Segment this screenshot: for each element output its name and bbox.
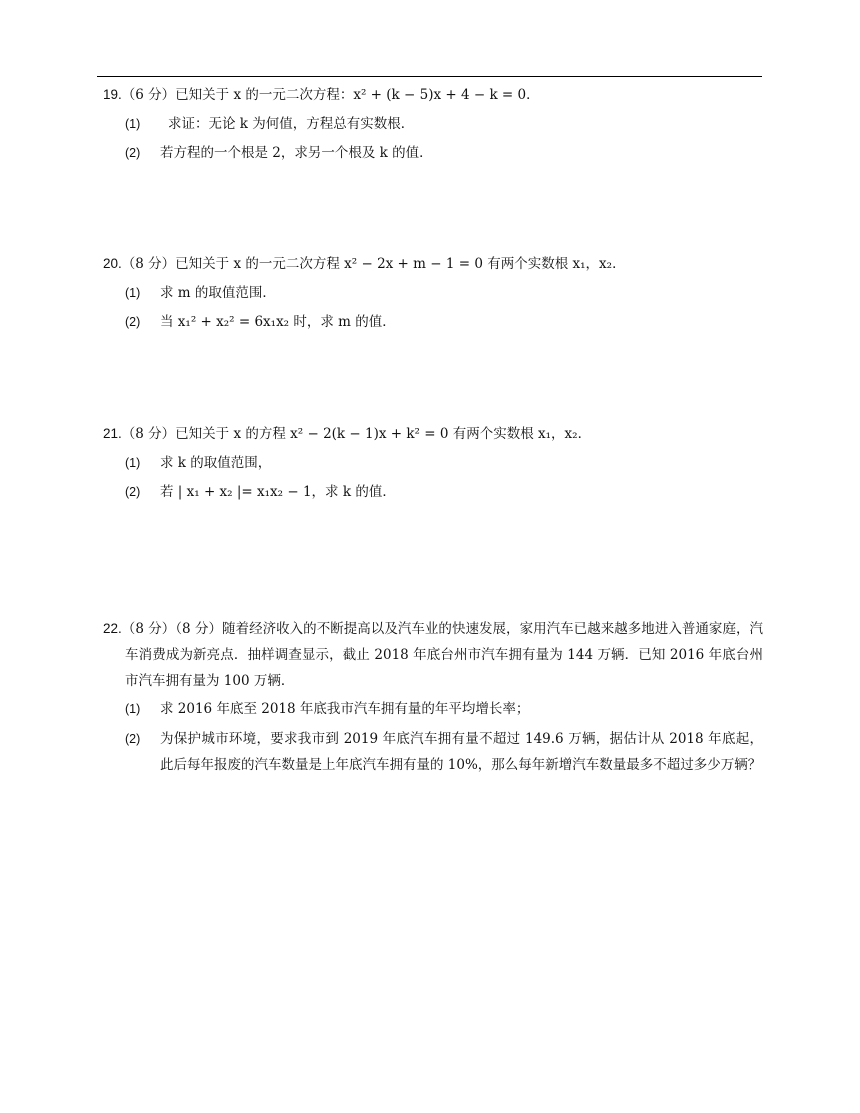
part-label: (1) <box>125 456 141 470</box>
question-number: 20. <box>103 256 122 271</box>
question-21 <box>103 424 763 502</box>
question-21-stem <box>103 424 763 444</box>
part-text: 求 m 的取值范围． <box>160 285 276 301</box>
question-22-part-1 <box>103 696 763 722</box>
question-21-part-1 <box>103 453 763 473</box>
part-label: (2) <box>125 315 141 329</box>
part-text: 为保护城市环境，要求我市到 2019 年底汽车拥有量不超过 149.6 万辆，据估计从 2018 年底起，此后每年报废的汽车数量是上年底汽车拥有量的 10%，那么每年新增汽车数量最多不超过多少万辆？ <box>160 731 763 773</box>
part-text: 若 | x₁ + x₂ |= x₁x₂ − 1，求 k 的值． <box>160 484 396 500</box>
question-20-part-1 <box>103 283 763 303</box>
question-number: 19. <box>103 87 122 102</box>
question-22-part-2 <box>103 726 763 778</box>
question-text: （8 分）已知关于 x 的一元二次方程 x² − 2x + m − 1 = 0 有两个实数根 x₁，x₂． <box>121 256 626 272</box>
question-text: （8 分）（8 分）随着经济收入的不断提高以及汽车业的快速发展，家用汽车已越来越多地进入普通家庭，汽车消费成为新亮点．抽样调查显示，截止 2018 年底台州市汽车拥有量为 144 万辆．已知 2016 年底台州市汽车拥有量为 100 万辆． <box>121 621 763 689</box>
part-label: (2) <box>125 146 141 160</box>
question-text: （8 分）已知关于 x 的方程 x² − 2(k − 1)x + k² = 0 有两个实数根 x₁，x₂． <box>121 426 592 442</box>
question-text: （6 分）已知关于 x 的一元二次方程：x² + (k − 5)x + 4 − k = 0． <box>121 87 540 103</box>
question-19 <box>103 85 763 163</box>
part-label: (1) <box>125 117 141 131</box>
question-20-stem <box>103 254 763 274</box>
part-label: (2) <box>125 732 141 746</box>
question-22 <box>103 616 763 778</box>
question-19-part-2 <box>103 143 763 163</box>
question-21-part-2 <box>103 482 763 502</box>
part-label: (2) <box>125 485 141 499</box>
question-20 <box>103 254 763 332</box>
question-19-stem <box>103 85 763 105</box>
part-label: (1) <box>125 286 141 300</box>
part-text: 求 k 的取值范围， <box>160 455 272 471</box>
header-rule <box>97 76 762 77</box>
question-number: 22. <box>103 621 122 636</box>
question-number: 21. <box>103 426 122 441</box>
part-text: 若方程的一个根是 2，求另一个根及 k 的值． <box>160 145 433 161</box>
part-text: 求证：无论 k 为何值，方程总有实数根． <box>168 116 415 132</box>
part-text: 求 2016 年底至 2018 年底我市汽车拥有量的年平均增长率； <box>160 701 530 717</box>
question-20-part-2 <box>103 312 763 332</box>
question-22-stem <box>103 616 763 694</box>
part-text: 当 x₁² + x₂² = 6x₁x₂ 时，求 m 的值． <box>160 314 396 330</box>
question-19-part-1 <box>103 114 763 134</box>
part-label: (1) <box>125 702 141 716</box>
